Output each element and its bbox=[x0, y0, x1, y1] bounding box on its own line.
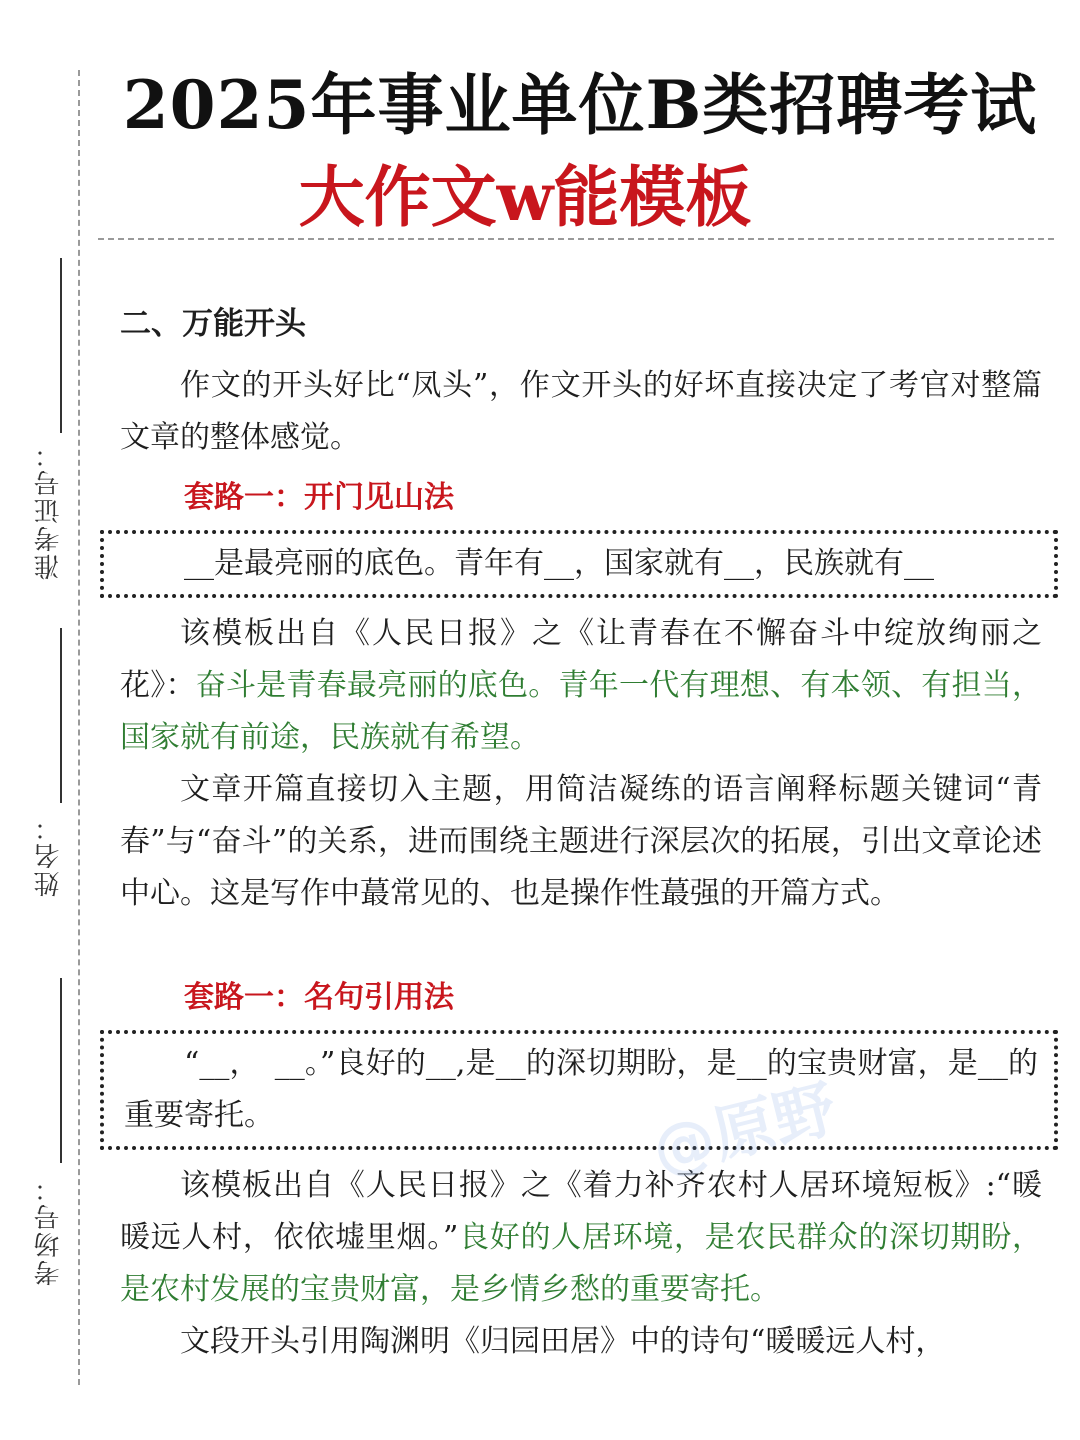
name-underline bbox=[60, 628, 62, 803]
exam-room-underline bbox=[60, 978, 62, 1163]
route2-source-quote: 良好的人居环境，是农民群众的深切期盼，是农村发展的宝贵财富，是乡情乡愁的重要寄托。 bbox=[120, 1220, 1042, 1307]
page-title: 2025年事业单位B类招聘考试 bbox=[122, 66, 1038, 144]
exam-room-label: 考场号： bbox=[34, 1174, 64, 1286]
route2-source-paragraph bbox=[120, 1160, 1042, 1316]
name-label: 姓名： bbox=[34, 813, 64, 897]
route1-source-text: 该模板出自《人民日报》之《让青春在不懈奋斗中绽放绚丽之花》： bbox=[120, 616, 1042, 703]
route1-template-box bbox=[100, 530, 1058, 598]
route1-source-quote: 奋斗是青春最亮丽的底色。青年一代有理想、有本领、有担当，国家就有前途，民族就有希望。 bbox=[120, 668, 1043, 755]
route2-heading: 套路一：名句引用法 bbox=[184, 980, 454, 1015]
route1-heading: 套路一：开门见山法 bbox=[184, 480, 454, 515]
watermark: @原野 bbox=[645, 1071, 844, 1188]
article-body bbox=[120, 298, 1042, 1368]
route2-source-text: 该模板出自《人民日报》之《着力补齐农村人居环境短板》:“暖暖远人村，依依墟里烟。” bbox=[120, 1168, 1042, 1255]
route1-template: __是最亮丽的底色。青年有__，国家就有__，民族就有__ bbox=[184, 546, 934, 581]
route2-analysis: 文段开头引用陶渊明《归园田居》中的诗句“暖暖远人村， bbox=[180, 1324, 946, 1359]
left-dashed-divider bbox=[78, 70, 80, 1385]
route1-source-paragraph bbox=[120, 608, 1042, 764]
route2-template-box bbox=[100, 1030, 1058, 1150]
route2-template: “__， __。”良好的__,是__的深切期盼，是__的宝贵财富，是__的重要寄托。 bbox=[124, 1046, 1038, 1133]
header-divider bbox=[98, 238, 1054, 240]
exam-id-label: 准考证号： bbox=[34, 440, 64, 580]
intro-paragraph: 作文的开头好比“凤头”，作文开头的好坏直接决定了考官对整篇文章的整体感觉。 bbox=[120, 368, 1042, 455]
exam-id-underline bbox=[60, 258, 62, 433]
section-title: 二、万能开头 bbox=[120, 306, 306, 342]
page-subtitle: 大作文w能模板 bbox=[298, 158, 752, 236]
route1-analysis: 文章开篇直接切入主题，用简洁凝练的语言阐释标题关键词“青春”与“奋斗”的关系，进而围绕主题进行深层次的拓展，引出文章论述中心。这是写作中蕞常见的、也是操作性蕞强的开篇方式。 bbox=[120, 772, 1042, 911]
